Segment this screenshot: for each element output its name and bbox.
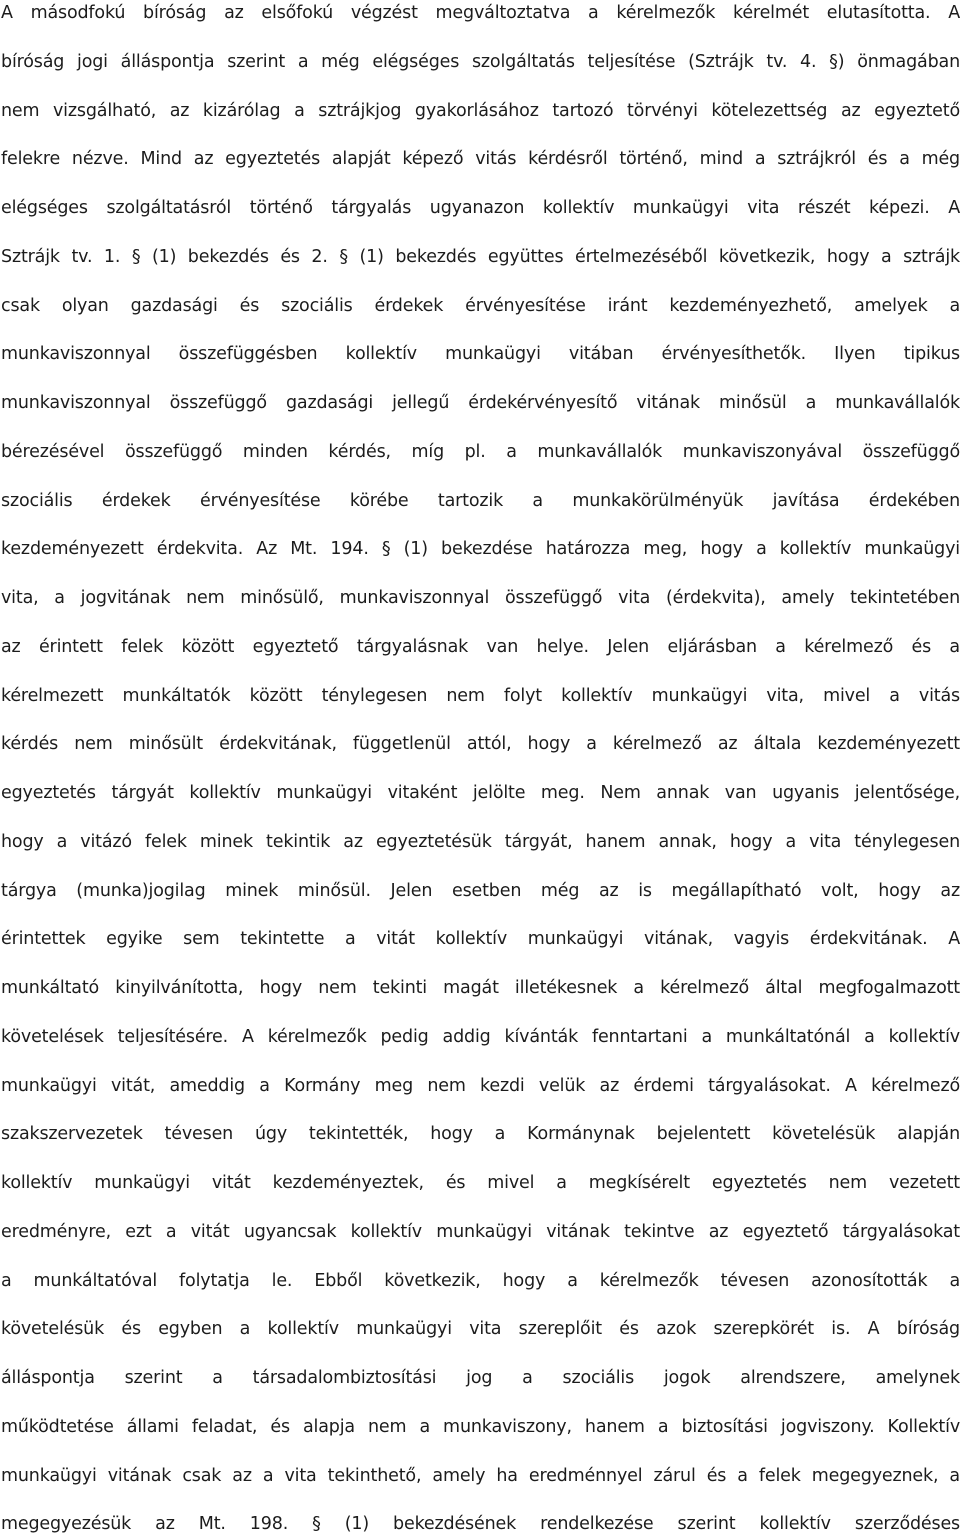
text-line: Sztrájk tv. 1. § (1) bekezdés és 2. § (1) bekezdés együttes értelmezéséből következik, hogy a sztrájk [1,246,960,267]
text-line: munkaviszonnyal összefüggő gazdasági jellegű érdekérvényesítő vitának minősül a munkavállalók [1,393,960,413]
text-line: vita, a jogvitának nem minősülő, munkaviszonnyal összefüggő vita (érdekvita), amely tekintetében [1,588,960,608]
text-line: szociális érdekek érvényesítése körébe tartozik a munkakörülményük javítása érdekében [1,490,960,511]
text-line: hogy a vitázó felek minek tekintik az egyeztetésük tárgyát, hanem annak, hogy a vita ténylegesen [1,831,960,852]
text-line: követelésük és egyben a kollektív munkaügyi vita szereplőit és azok szerepkörét is. A bíróság [1,1319,960,1340]
text-line: tárgya (munka)jogilag minek minősül. Jelen esetben még az is megállapítható volt, hogy az [1,880,960,901]
text-line: az érintett felek között egyeztető tárgyalásnak van helye. Jelen eljárásban a kérelmező és a [1,636,960,657]
text-line: munkaügyi vitát, ameddig a Kormány meg nem kezdi velük az érdemi tárgyalásokat. A kérelmező [1,1075,960,1096]
text-line: kollektív munkaügyi vitát kezdeményeztek, és mivel a megkísérelt egyeztetés nem vezetett [1,1173,960,1193]
text-line: munkaügyi vitának csak az a vita tekinthető, amely ha eredménnyel zárul és a felek megegyeznek, a [1,1465,960,1486]
text-line: szakszervezetek tévesen úgy tekintették, hogy a Kormánynak bejelentett követelésük alapján [1,1124,960,1145]
text-line: munkáltató kinyilvánította, hogy nem tekinti magát illetékesnek a kérelmező által megfogalmazott [1,978,960,998]
text-line: működtetése állami feladat, és alapja nem a munkaviszony, hanem a biztosítási jogviszony. Kollektív [1,1416,960,1437]
text-line: bíróság jogi álláspontja szerint a még elégséges szolgáltatás teljesítése (Sztrájk tv. 4. §) önmagában [1,51,960,72]
text-line: egyeztetés tárgyát kollektív munkaügyi vitaként jelölte meg. Nem annak van ugyanis jelentősége, [1,783,960,803]
text-line: kérdés nem minősült érdekvitának, függetlenül attól, hogy a kérelmező az általa kezdeményezett [1,734,960,755]
text-line: elégséges szolgáltatásról történő tárgyalás ugyanazon kollektív munkaügyi vita részét képezi. A [1,198,960,218]
text-line: álláspontja szerint a társadalombiztosítási jog a szociális jogok alrendszere, amelynek [1,1368,960,1388]
text-line: A másodfokú bíróság az elsőfokú végzést megváltoztatva a kérelmezők kérelmét elutasította. A [1,3,960,23]
text-line: csak olyan gazdasági és szociális érdekek érvényesítése iránt kezdeményezhető, amelyek a [1,295,960,316]
text-line: érintettek egyike sem tekintette a vitát kollektív munkaügyi vitának, vagyis érdekvitának. A [1,929,960,950]
text-line: felekre nézve. Mind az egyeztetés alapját képező vitás kérdésről történő, mind a sztrájkról és a még [1,149,960,170]
text-line: bérezésével összefüggő minden kérdés, míg pl. a munkavállalók munkaviszonyával összefüggő [1,441,960,462]
text-line: eredményre, ezt a vitát ugyancsak kollektív munkaügyi vitának tekintve az egyeztető tárgyalásokat [1,1221,960,1242]
body-text [1,0,960,1534]
text-line: kezdeményezett érdekvita. Az Mt. 194. § (1) bekezdése határozza meg, hogy a kollektív munkaügyi [1,539,960,560]
text-line: nem vizsgálható, az kizárólag a sztrájkjog gyakorlásához tartozó törvényi kötelezettség az egyeztető [1,100,960,121]
text-line: megegyezésük az Mt. 198. § (1) bekezdésének rendelkezése szerint kollektív szerződéses [1,1514,960,1534]
text-line: kérelmezett munkáltatók között ténylegesen nem folyt kollektív munkaügyi vita, mivel a vitás [1,685,960,706]
text-line: a munkáltatóval folytatja le. Ebből következik, hogy a kérelmezők tévesen azonosították a [1,1270,960,1291]
text-line: követelések teljesítésére. A kérelmezők pedig addig kívánták fenntartani a munkáltatónál a kollektív [1,1026,960,1047]
text-line: munkaviszonnyal összefüggésben kollektív munkaügyi vitában érvényesíthetők. Ilyen tipikus [1,344,960,365]
